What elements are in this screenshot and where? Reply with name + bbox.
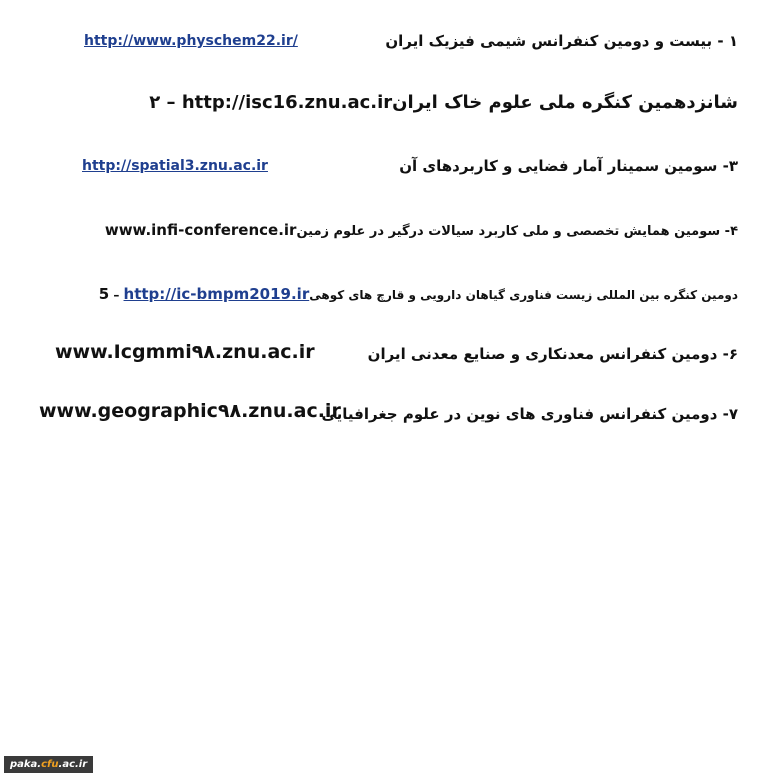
item-3-link[interactable]: http://spatial3.znu.ac.ir: [82, 158, 268, 174]
item-5-link[interactable]: http://ic-bmpm2019.ir: [123, 285, 310, 303]
item-7-number: ۷: [728, 405, 738, 423]
item-1-link[interactable]: http://www.physchem22.ir/: [84, 33, 298, 49]
item-6-url[interactable]: www.Icgmmi۹۸.znu.ac.ir: [55, 341, 315, 363]
item-4-number: ۴: [730, 224, 738, 239]
item-7-title: ۷- دومین کنفرانس فناوری های نوین در علوم جغرافیایی: [321, 405, 738, 423]
item-6-title: ۶- دومین کنفرانس معدنکاری و صنایع معدنی ایران: [367, 345, 738, 363]
item-5-number: 5: [98, 285, 110, 303]
item-1-title: ۱ - بیست و دومین کنفرانس شیمی فیزیک ایران: [385, 32, 738, 50]
item-4-title: ۴- سومین همایش تخصصی و ملی کاربرد سیالات درگیر در علوم زمینwww.infi-conference.ir: [104, 221, 738, 239]
item-3-title: ۳- سومین سمینار آمار فضایی و کاربردهای آن: [399, 157, 738, 175]
watermark-suffix: .ac.ir: [58, 759, 88, 770]
item-3-number: ۳: [728, 157, 738, 175]
watermark-accent: cfu: [41, 759, 59, 770]
item-7-url[interactable]: www.geographic۹۸.znu.ac.ir: [39, 400, 341, 422]
item-6-text: دومین کنفرانس معدنکاری و صنایع معدنی ایران: [367, 345, 718, 363]
item-5-title: 5 – http://ic-bmpm2019.irدومین کنگره بین المللی زیست فناوری گیاهان دارویی و قارچ های کوهی: [98, 285, 738, 303]
item-1-text: بیست و دومین کنفرانس شیمی فیزیک ایران: [385, 32, 713, 50]
item-4-text: سومین همایش تخصصی و ملی کاربرد سیالات درگیر در علوم زمین: [296, 224, 721, 239]
item-1-number: ۱: [728, 32, 738, 50]
item-6-number: ۶: [728, 345, 738, 363]
watermark-badge: [4, 756, 93, 773]
item-4-url[interactable]: www.infi-conference.ir: [104, 221, 297, 239]
watermark-prefix: paka.: [10, 759, 42, 770]
item-5-text: دومین کنگره بین المللی زیست فناوری گیاهان دارویی و قارچ های کوهی: [309, 288, 738, 302]
item-2-number: ۲: [149, 92, 161, 113]
item-2-title: ۲ – http://isc16.znu.ac.irشانزدهمین کنگره ملی علوم خاک ایران: [149, 92, 738, 113]
item-2-url[interactable]: http://isc16.znu.ac.ir: [181, 92, 393, 113]
item-7-text: دومین کنفرانس فناوری های نوین در علوم جغرافیایی: [321, 405, 718, 423]
item-3-text: سومین سمینار آمار فضایی و کاربردهای آن: [399, 157, 718, 175]
item-2-text: شانزدهمین کنگره ملی علوم خاک ایران: [392, 92, 738, 113]
